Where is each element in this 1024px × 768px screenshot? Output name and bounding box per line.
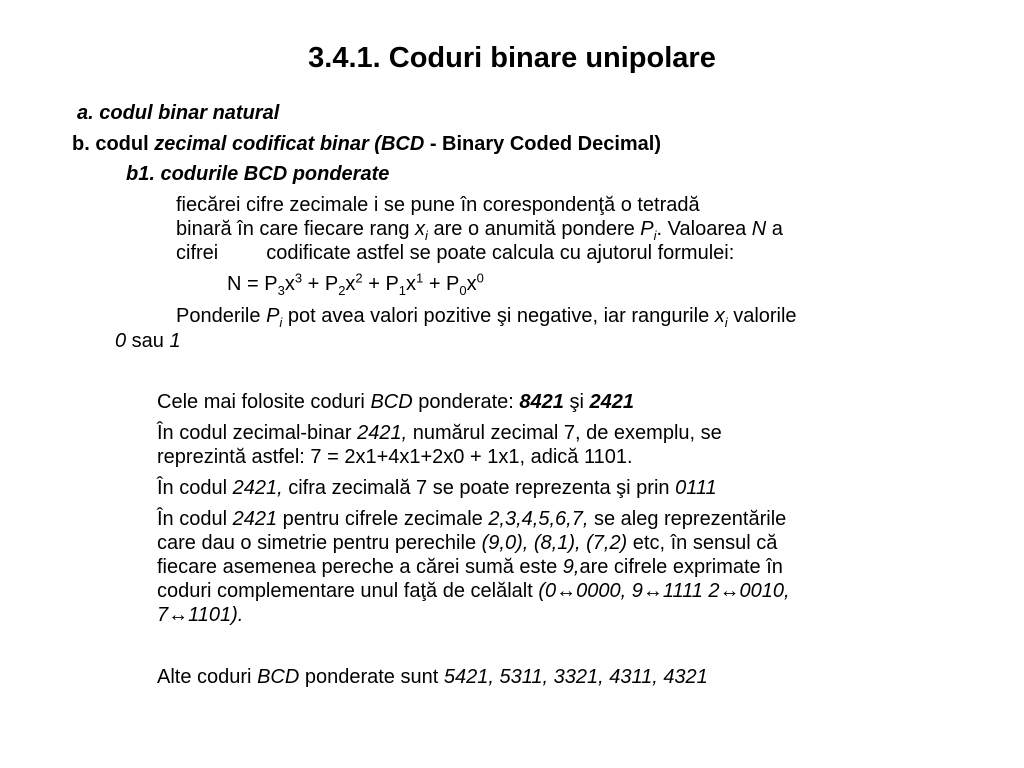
para4-line1 — [157, 421, 722, 445]
formula-exp: 0 — [476, 270, 484, 286]
text-run: Cele mai folosite coduri — [157, 391, 371, 413]
para1-line1: fiecărei cifre zecimale i se pune în corespondenţă o tetradă — [176, 194, 700, 216]
para1-line3 — [176, 241, 734, 265]
formula-var: x — [466, 273, 477, 295]
section-b-prefix: b. codul — [72, 133, 155, 155]
text-run: fiecare asemenea pereche a cărei sumă este — [157, 556, 563, 578]
text-run: binară în care fiecare rang — [176, 218, 416, 240]
var-n: N — [751, 218, 767, 240]
term-bcd: BCD — [370, 391, 413, 413]
code-8421: 8421 — [519, 391, 564, 413]
text-run: care dau o simetrie pentru perechile — [157, 532, 482, 554]
para2-line2 — [115, 329, 181, 353]
section-b1-heading: b1. codurile BCD ponderate — [126, 163, 390, 185]
subscript-i: i — [279, 315, 283, 330]
formula-term: + P — [302, 273, 339, 295]
text-run: codificate astfel se poate calcula cu ajutorul formulei: — [266, 242, 735, 264]
subscript-i: i — [724, 315, 728, 330]
subscript-i: i — [653, 228, 657, 243]
var-x: x — [714, 305, 725, 327]
text-run: În codul zecimal-binar — [157, 422, 358, 444]
text-run: şi — [563, 391, 590, 413]
formula-sub: 1 — [398, 283, 407, 298]
formula-exp: 1 — [416, 270, 424, 286]
text-run: cifra zecimală 7 se poate reprezenta şi prin — [282, 477, 676, 499]
para6-line3 — [157, 555, 783, 579]
text-run: Ponderile — [176, 305, 267, 327]
text-run: a — [766, 218, 783, 240]
value-nine: 9, — [562, 556, 580, 578]
codes-list: 5421, 5311, 3321, 4311, 4321 — [443, 666, 708, 688]
para3 — [157, 390, 634, 414]
text-run: se aleg reprezentările — [588, 508, 787, 530]
para5 — [157, 476, 717, 500]
var-p: P — [640, 218, 654, 240]
var-x: x — [415, 218, 426, 240]
formula-exp: 2 — [355, 270, 363, 286]
text-run: valorile — [727, 305, 797, 327]
section-b-suffix: - Binary Coded Decimal) — [424, 133, 661, 155]
text-run: ponderate: — [412, 391, 520, 413]
text-run: numărul zecimal 7, de exemplu, se — [407, 422, 722, 444]
code-0111: 0111 — [675, 477, 717, 499]
formula-var: x — [345, 273, 356, 295]
code-2421: 2421, — [357, 422, 408, 444]
formula-term: N = P — [227, 273, 278, 295]
text-run: Alte coduri — [157, 666, 258, 688]
pairs-list: (9,0), (8,1), (7,2) — [481, 532, 628, 554]
para7 — [157, 665, 708, 689]
para6-line4 — [157, 579, 790, 603]
subscript-i: i — [425, 228, 428, 243]
text-run: pot avea valori pozitive şi negative, iar rangurile — [282, 305, 715, 327]
formula-exp: 3 — [294, 270, 303, 286]
complement-examples: (0↔0000, 9↔1111 2↔0010, — [538, 580, 790, 602]
text-run: În codul — [157, 508, 233, 530]
slide-title: 3.4.1. Coduri binare unipolare — [308, 42, 716, 74]
term-bcd: BCD — [257, 666, 300, 688]
para6-line1 — [157, 507, 786, 531]
para1-line2 — [176, 217, 783, 241]
formula-term: + P — [423, 273, 460, 295]
text-run: . Valoarea — [656, 218, 752, 240]
para4-line2: reprezintă astfel: 7 = 2x1+4x1+2x0 + 1x1, adică 1101. — [157, 446, 633, 468]
value-zero: 0 — [115, 330, 127, 352]
code-2421: 2421 — [589, 391, 634, 413]
text-run: coduri complementare unul faţă de celălalt — [157, 580, 539, 602]
text-run: pentru cifrele zecimale — [277, 508, 489, 530]
code-2421: 2421, — [232, 477, 283, 499]
section-b-heading — [72, 132, 661, 156]
text-run: are cifrele exprimate în — [579, 556, 783, 578]
formula-sub: 2 — [338, 283, 346, 298]
text-run: sau — [126, 330, 170, 352]
var-p: P — [266, 305, 280, 327]
para6-line5: 7↔1101). — [157, 604, 244, 626]
digits-list: 2,3,4,5,6,7, — [488, 508, 589, 530]
formula-var: x — [284, 273, 295, 295]
code-2421: 2421 — [232, 508, 278, 530]
text-run: etc, în sensul că — [627, 532, 778, 554]
section-a-heading: a. codul binar natural — [77, 102, 280, 124]
formula-sub: 3 — [277, 283, 285, 298]
text-run: cifrei — [176, 242, 219, 264]
value-one: 1 — [169, 330, 181, 352]
para2-line1 — [176, 304, 797, 328]
para6-line2 — [157, 531, 777, 555]
section-b-italic: zecimal codificat binar (BCD — [154, 133, 425, 155]
formula-term: + P — [362, 273, 399, 295]
formula — [227, 272, 484, 296]
formula-sub: 0 — [459, 283, 467, 298]
text-run: ponderate sunt — [299, 666, 444, 688]
text-run: are o anumită pondere — [427, 218, 641, 240]
text-run: În codul — [157, 477, 233, 499]
formula-var: x — [406, 273, 417, 295]
